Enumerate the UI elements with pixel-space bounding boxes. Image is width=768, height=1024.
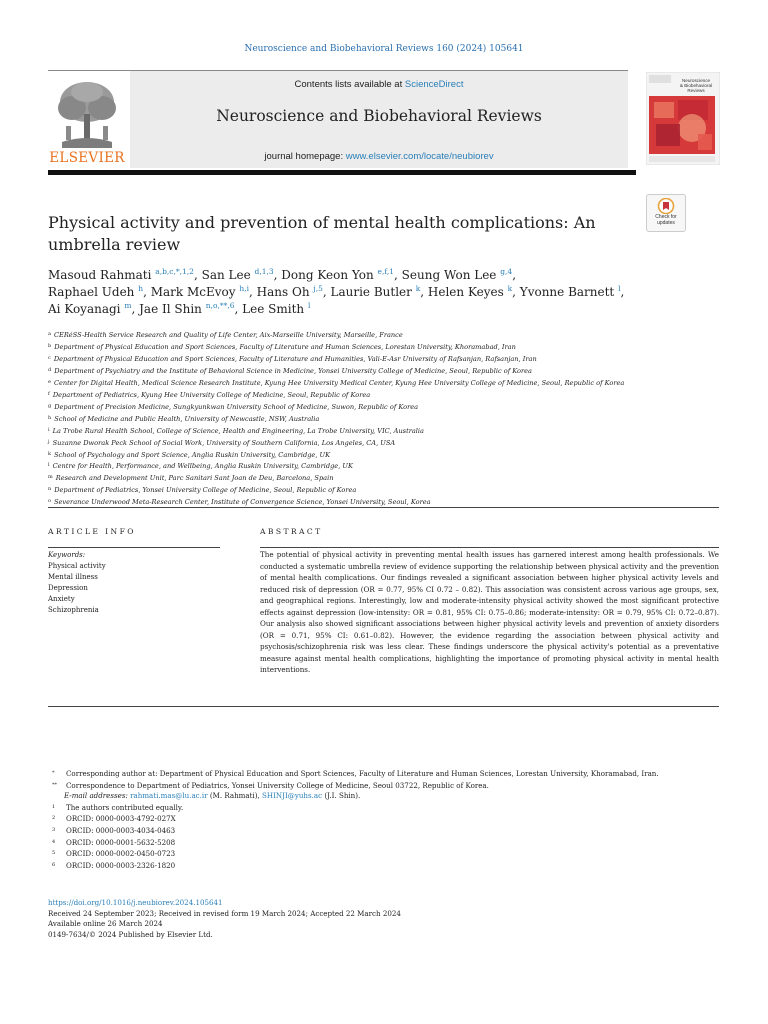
author-affiliation-marks[interactable]: h,i bbox=[239, 284, 250, 293]
author[interactable] bbox=[48, 302, 131, 316]
footnote-text: ORCID: 0000-0003-2326-1820 bbox=[66, 860, 176, 870]
footnote bbox=[48, 837, 720, 849]
keyword: Mental illness bbox=[48, 573, 98, 581]
author-name: Hans Oh bbox=[256, 285, 310, 299]
footnote-text: ORCID: 0000-0002-0450-0723 bbox=[66, 849, 176, 859]
author-name: Laurie Butler bbox=[330, 285, 412, 299]
author-affiliation-marks[interactable]: l bbox=[307, 301, 311, 310]
affiliation bbox=[48, 401, 728, 413]
author-name: Yvonne Barnett bbox=[519, 285, 615, 299]
contents-line bbox=[130, 79, 628, 90]
affiliation-text: La Trobe Rural Health School, College of Science, Health and Engineering, La Trobe University, VIC, Australia bbox=[52, 426, 424, 435]
author[interactable] bbox=[331, 285, 421, 299]
affiliation-mark: a bbox=[48, 331, 51, 337]
footnote-mark: 4 bbox=[52, 838, 56, 845]
footnote bbox=[48, 825, 720, 837]
author-affiliation-marks[interactable]: g,4 bbox=[500, 267, 513, 276]
affiliation-text: Suzanne Dworak Peck School of Social Work, University of Southern California, Los Angeles, CA, USA bbox=[52, 438, 396, 447]
author-list: Masoud Rahmati $^{a,b,c,*,1,2}$, San Lee $^{d,1,3}$, Dong Keon Yon $^{e,f,1}$, Seung Won Lee $^{g,4}$, Raphael Udeh $^h$, Mark McEvoy $^{h,i}$, Hans Oh $^{j,5}$, Laurie Butler $^k$, Helen Keyes $^k$, Yvonne Barnett $^l$, Ai Koyanagi $^m$, Jae Il Shin $^{n,o,**,6}$, Lee Smith $^l$ bbox=[48, 267, 625, 316]
author-name: Dong Keon Yon bbox=[281, 268, 374, 282]
affiliation bbox=[48, 437, 728, 449]
affiliation-mark: h bbox=[48, 414, 52, 421]
email-owner: (J.I. Shin). bbox=[324, 791, 361, 801]
email-label: E-mail addresses: bbox=[64, 791, 128, 801]
author[interactable] bbox=[281, 268, 394, 282]
affiliation-mark: k bbox=[48, 450, 52, 457]
affiliation bbox=[48, 377, 728, 389]
article-info-heading: ARTICLE INFO bbox=[48, 527, 136, 536]
author-affiliation-marks[interactable]: n,o,**,6 bbox=[205, 301, 235, 310]
elsevier-logo[interactable] bbox=[48, 78, 126, 168]
journal-title: Neuroscience and Biobehavioral Reviews bbox=[216, 107, 542, 125]
affiliation-mark: g bbox=[48, 402, 52, 409]
affiliation-text: School of Medicine and Public Health, University of Newcastle, NSW, Australia bbox=[54, 414, 320, 423]
email-link[interactable]: SHINJI@yuhs.ac bbox=[262, 791, 323, 801]
homepage-prefix: journal homepage: bbox=[264, 151, 346, 162]
author-name: Ai Koyanagi bbox=[48, 302, 121, 316]
check-for-updates-badge[interactable] bbox=[646, 194, 686, 232]
copyright: 0149-7634/© 2024 Published by Elsevier Ltd. bbox=[48, 929, 213, 939]
affiliation-mark: e bbox=[48, 378, 51, 385]
affiliation-text: Center for Digital Health, Medical Science Research Institute, Kyung Hee University Medical Center, Kyung Hee University College of Medicine, Seoul, Republic of Korea bbox=[53, 378, 625, 387]
footnote-text: ORCID: 0000-0001-5632-5208 bbox=[66, 837, 176, 847]
author[interactable] bbox=[257, 285, 323, 299]
author[interactable] bbox=[202, 268, 274, 282]
footnote-text: Corresponding author at: Department of Physical Education and Sport Sciences, Faculty of Literature and Human Sciences, Lorestan University, Khoramabad, Iran. bbox=[66, 769, 659, 778]
affiliation bbox=[48, 329, 728, 341]
footnote bbox=[48, 802, 720, 814]
available-online: Available online 26 March 2024 bbox=[48, 919, 163, 929]
author[interactable] bbox=[151, 285, 249, 299]
affiliation-text: Department of Physical Education and Sport Sciences, Faculty of Literature and Humanities, Vali-E-Asr University of Rafsanjan, Rafsanjan, Iran bbox=[53, 354, 537, 363]
keyword: Schizophrenia bbox=[48, 606, 99, 614]
email-link[interactable]: rahmati.mas@lu.ac.ir bbox=[130, 791, 208, 801]
author-name: San Lee bbox=[201, 268, 251, 282]
author[interactable] bbox=[428, 285, 512, 299]
cover-title-line-2: & Biobehavioral bbox=[679, 83, 713, 88]
author[interactable] bbox=[48, 285, 143, 299]
publication-info bbox=[48, 898, 720, 940]
footnote bbox=[48, 860, 720, 872]
footnote-mark: 5 bbox=[52, 850, 56, 857]
check-for-updates-label: Check for updates bbox=[655, 214, 677, 226]
article-title: Physical activity and prevention of mental health complications: An umbrella review bbox=[48, 213, 596, 254]
abstract-heading: ABSTRACT bbox=[260, 527, 323, 536]
cover-title-line-1: Neuroscience bbox=[681, 78, 711, 83]
affiliation-mark: d bbox=[48, 366, 52, 373]
affiliation-text: CERéSS-Health Service Research and Quality of Life Center, Aix-Marseille University, Marseille, France bbox=[53, 331, 403, 339]
keywords-list bbox=[48, 550, 220, 616]
elsevier-wordmark: ELSEVIER bbox=[49, 150, 125, 166]
correspondence-note bbox=[48, 780, 720, 792]
keyword: Physical activity bbox=[48, 562, 106, 570]
elsevier-tree-icon bbox=[52, 78, 122, 150]
journal-reference[interactable]: Neuroscience and Biobehavioral Reviews 160 (2024) 105641 bbox=[244, 44, 524, 54]
author-name: Jae Il Shin bbox=[139, 302, 202, 316]
author[interactable] bbox=[402, 268, 513, 282]
affiliation-text: Centre for Health, Performance, and Wellbeing, Anglia Ruskin University, Cambridge, UK bbox=[52, 462, 353, 471]
author-name: Seung Won Lee bbox=[401, 268, 497, 282]
affiliation-text: Department of Pediatrics, Yonsei University College of Medicine, Seoul, Republic of Korea bbox=[54, 486, 357, 495]
footnote-mark: * bbox=[52, 770, 55, 776]
author-name: Lee Smith bbox=[242, 302, 305, 316]
affiliation-mark: f bbox=[48, 390, 50, 397]
doi-link[interactable]: https://doi.org/10.1016/j.neubiorev.2024.105641 bbox=[48, 898, 223, 907]
footnote-mark: 6 bbox=[52, 861, 56, 868]
author-affiliation-marks[interactable]: m bbox=[124, 301, 132, 310]
author[interactable] bbox=[242, 302, 310, 316]
affiliation bbox=[48, 413, 728, 425]
affiliation-mark: n bbox=[48, 486, 52, 493]
keywords-label: Keywords: bbox=[48, 551, 86, 559]
affiliation bbox=[48, 460, 728, 472]
footnotes bbox=[48, 768, 720, 871]
affiliation bbox=[48, 353, 728, 365]
author[interactable] bbox=[520, 285, 621, 299]
email-addresses bbox=[48, 791, 720, 802]
author-affiliation-marks[interactable]: k bbox=[507, 284, 513, 293]
footnote bbox=[48, 813, 720, 825]
bookmark-badge-icon bbox=[656, 198, 676, 214]
email-owner: (M. Rahmati), bbox=[209, 791, 260, 801]
header-bottom-rule bbox=[48, 170, 636, 175]
abstract-body: The potential of physical activity in preventing mental health issues has garnered interest among health professionals. We conducted a systematic umbrella review of evidence supporting the relationship between physical activity and the prevention of mental health complications. Our findings revealed a significant association between higher physical activity levels and reduced risk of depression (OR = 0.77, 95% CI 0.72 – 0.82). This association was consistent across various age groups, sex, and geographical regions. Interestingly, low and moderate-intensity physical activity showed the most significant protective effects against depression (low-intensity: OR = 0.81, 95% CI: 0.75–0.86; moderate-intensity: OR = 0.79, 95% CI: 0.72–0.87). Our analysis also showed significant associations between higher physical activity levels and prevention of anxiety disorders (OR = 0.71, 95% CI: 0.61–0.82). However, the evidence regarding the association between physical activity and psychosis/schizophrenia risk was less clear. These findings underscore the physical activity's potential as a preventative measure against mental health complications, highlighting the importance of promoting physical activity in mental health interventions. bbox=[260, 550, 719, 674]
author-name: Mark McEvoy bbox=[150, 285, 236, 299]
author-affiliation-marks[interactable]: e,f,1 bbox=[377, 267, 395, 276]
abstract-end-rule bbox=[48, 706, 719, 707]
author-affiliation-marks[interactable]: d,1,3 bbox=[254, 267, 274, 276]
corresponding-author-note bbox=[48, 768, 720, 780]
author-affiliation-marks[interactable]: a,b,c,*,1,2 bbox=[155, 267, 194, 276]
footnote-mark: 1 bbox=[52, 803, 56, 810]
affiliation-text: Department of Precision Medicine, Sungkyunkwan University School of Medicine, Suwon, Republic of Korea bbox=[54, 402, 419, 411]
affiliation-text: Department of Pediatrics, Kyung Hee University College of Medicine, Seoul, Republic of Korea bbox=[52, 390, 371, 399]
footnote-mark: ** bbox=[52, 781, 57, 788]
article-info-rule bbox=[48, 547, 220, 548]
footnote-mark: 3 bbox=[52, 826, 56, 833]
affiliation-mark: j bbox=[48, 438, 50, 445]
author-affiliation-marks[interactable]: k bbox=[415, 284, 421, 293]
footnote-mark: 2 bbox=[52, 815, 56, 822]
affiliation-mark: o bbox=[48, 498, 52, 505]
homepage-line bbox=[130, 151, 628, 162]
affiliation-text: Severance Underwood Meta-Research Center, Institute of Convergence Science, Yonsei University, Seoul, Korea bbox=[54, 498, 431, 507]
received-dates: Received 24 September 2023; Received in revised form 19 March 2024; Accepted 22 March 2024 bbox=[48, 908, 401, 918]
sciencedirect-link[interactable]: ScienceDirect bbox=[404, 79, 464, 90]
author-name: Raphael Udeh bbox=[48, 285, 135, 299]
affiliation bbox=[48, 389, 728, 401]
affiliation-mark: i bbox=[48, 426, 50, 433]
footnote bbox=[48, 848, 720, 860]
affiliation-text: Research and Development Unit, Parc Sanitari Sant Joan de Deu, Barcelona, Spain bbox=[55, 474, 334, 483]
author-name: Helen Keyes bbox=[427, 285, 504, 299]
keyword: Depression bbox=[48, 584, 88, 592]
affiliation bbox=[48, 449, 728, 461]
affiliation-mark: b bbox=[48, 342, 52, 349]
author[interactable] bbox=[48, 268, 194, 282]
journal-cover-thumbnail[interactable] bbox=[646, 72, 720, 165]
affiliation bbox=[48, 472, 728, 484]
footnote-text: Correspondence to Department of Pediatrics, Yonsei University College of Medicine, Seoul 03722, Republic of Korea. bbox=[66, 780, 489, 790]
homepage-link[interactable]: www.elsevier.com/locate/neubiorev bbox=[345, 151, 494, 162]
affiliation bbox=[48, 341, 728, 353]
affiliation-mark: c bbox=[48, 354, 51, 361]
footnote-text: The authors contributed equally. bbox=[66, 802, 184, 812]
author-affiliation-marks[interactable]: l bbox=[618, 284, 621, 293]
author-affiliation-marks[interactable]: h bbox=[138, 284, 144, 293]
footnote-text: ORCID: 0000-0003-4792-027X bbox=[66, 814, 176, 824]
footnote-text: ORCID: 0000-0003-4034-0463 bbox=[66, 825, 176, 835]
author-name: Masoud Rahmati bbox=[48, 268, 152, 282]
affiliation-text: School of Psychology and Sport Science, Anglia Ruskin University, Cambridge, UK bbox=[54, 450, 331, 459]
abstract-rule bbox=[260, 547, 719, 548]
affiliation-text: Department of Physical Education and Sport Sciences, Faculty of Literature and Human Sciences, Lorestan University, Khoramabad, Iran bbox=[54, 342, 516, 351]
contents-prefix: Contents lists available at bbox=[294, 79, 405, 90]
author-affiliation-marks[interactable]: j,5 bbox=[313, 284, 323, 293]
affiliation-mark: m bbox=[48, 474, 53, 481]
affiliation bbox=[48, 484, 728, 496]
cover-title-line-3: Reviews bbox=[687, 88, 705, 93]
affiliation-list bbox=[48, 329, 728, 508]
article-info-top-rule bbox=[48, 507, 719, 508]
affiliation-text: Department of Psychiatry and the Institute of Behavioral Science in Medicine, Yonsei University College of Medicine, Seoul, Republic of Korea bbox=[54, 366, 532, 375]
affiliation bbox=[48, 365, 728, 377]
keyword: Anxiety bbox=[48, 595, 75, 603]
affiliation-mark: l bbox=[48, 462, 50, 469]
author[interactable] bbox=[139, 302, 234, 316]
affiliation bbox=[48, 425, 728, 437]
